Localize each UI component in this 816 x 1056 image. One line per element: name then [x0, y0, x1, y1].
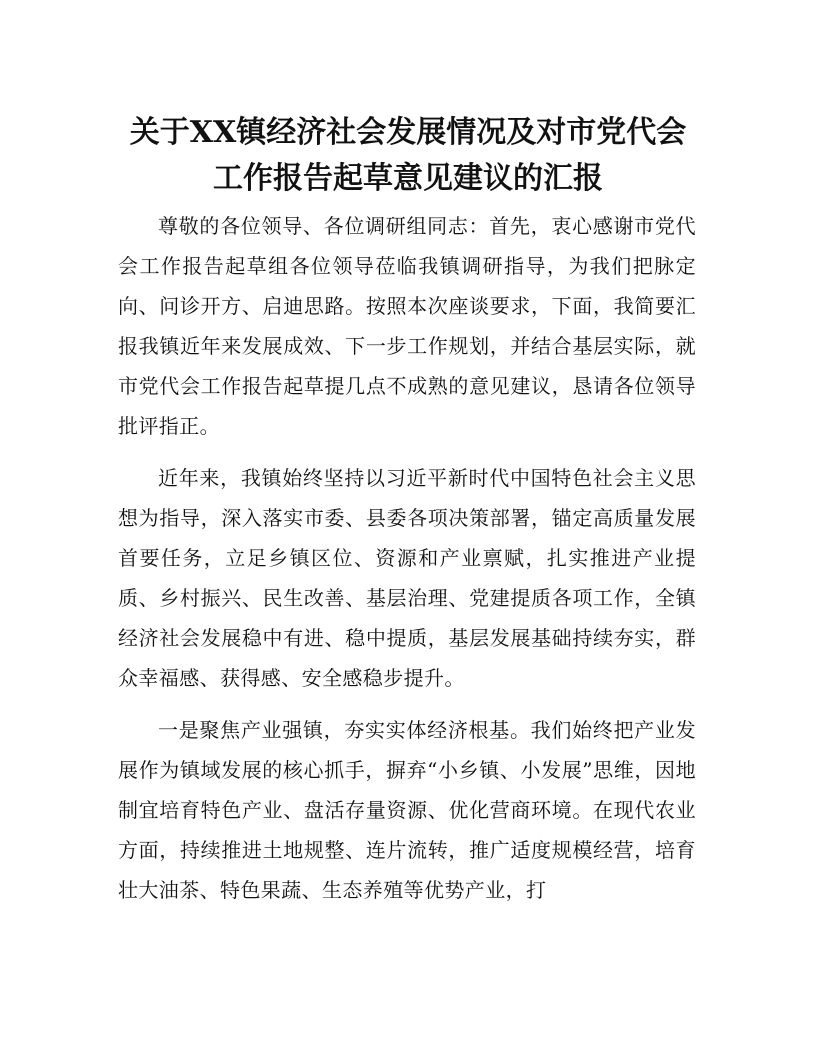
paragraph-industry: 一是聚焦产业强镇，夯实实体经济根基。我们始终把产业发展作为镇域发展的核心抓手，摒弃“小乡镇、小发展”思维，因地制宜培育特色产业、盘活存量资源、优化营商环境。在现代农业方面，持续推进土地规整、连片流转，推广适度规模经营，培育壮大油茶、特色果蔬、生态养殖等优势产业，打: [118, 718, 696, 902]
title-line-1: 关于XX镇经济社会发展情况及对市党代会: [129, 115, 687, 150]
title-line-2: 工作报告起草意见建议的汇报: [213, 161, 603, 196]
paragraph-greeting: 尊敬的各位领导、各位调研组同志：首先，衷心感谢市党代会工作报告起草组各位领导莅临我镇调研指导，为我们把脉定向、问诊开方、启迪思路。按照本次座谈要求，下面，我简要汇报我镇近年来发展成效、下一步工作规划，并结合基层实际，就市党代会工作报告起草提几点不成熟的意见建议，恳请各位领导批评指正。: [118, 214, 696, 438]
document-body: [118, 206, 696, 922]
document-title: [100, 110, 716, 202]
paragraph-overview: 近年来，我镇始终坚持以习近平新时代中国特色社会主义思想为指导，深入落实市委、县委各项决策部署，锚定高质量发展首要任务，立足乡镇区位、资源和产业禀赋，扎实推进产业提质、乡村振兴、民生改善、基层治理、党建提质各项工作，全镇经济社会发展稳中有进、稳中提质，基层发展基础持续夯实，群众幸福感、获得感、安全感稳步提升。: [118, 466, 696, 690]
